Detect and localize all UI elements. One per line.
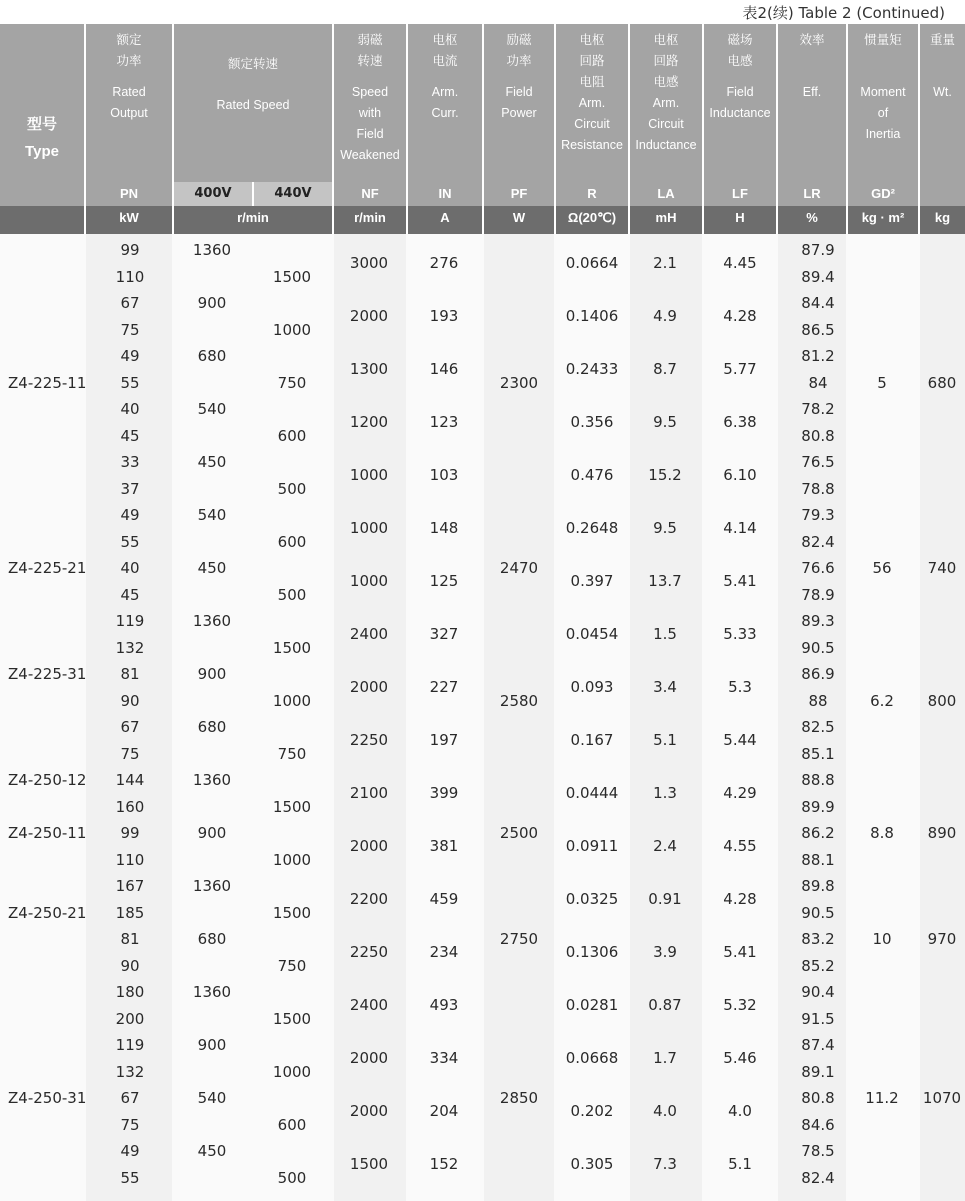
cell-lf: 6.38 bbox=[723, 413, 757, 432]
cell-eff: 88.1 bbox=[801, 850, 835, 869]
header-eff-unit: % bbox=[778, 206, 846, 234]
cell-eff: 82.4 bbox=[801, 532, 835, 551]
cell-rs400: 450 bbox=[197, 559, 227, 577]
header-speed-fw-en: Speed with Field Weakened bbox=[340, 85, 400, 162]
header-rated-speed-unit: r/min bbox=[174, 206, 332, 234]
cell-nf: 2000 bbox=[349, 678, 389, 697]
cell-rs440: 1500 bbox=[272, 797, 312, 816]
header-field-ind-zh: 磁场 电感 bbox=[727, 33, 753, 68]
cell-r: 0.305 bbox=[570, 1155, 614, 1174]
cell-output: 49 bbox=[120, 1142, 140, 1160]
header-speed-fw-zh: 弱磁 转速 bbox=[357, 33, 383, 68]
cell-r: 0.476 bbox=[570, 466, 614, 485]
cell-in: 399 bbox=[429, 784, 459, 803]
cell-type: Z4-250-31 bbox=[8, 1089, 87, 1107]
cell-rs440: 1000 bbox=[272, 320, 312, 339]
header-field-ind-en: Field Inductance bbox=[709, 85, 771, 120]
cell-eff: 88.8 bbox=[801, 771, 835, 789]
cell-output: 45 bbox=[120, 585, 140, 604]
cell-la: 9.5 bbox=[653, 413, 677, 432]
cell-type: Z4-225-31 bbox=[8, 665, 87, 683]
cell-output: 200 bbox=[115, 1009, 145, 1028]
header-wt-en: Wt. bbox=[933, 85, 952, 99]
header-arm-ind-en: Arm. Circuit Inductance bbox=[635, 96, 697, 152]
cell-lf: 4.28 bbox=[723, 890, 757, 909]
header-arm-res-symbol: R bbox=[587, 186, 597, 201]
cell-lf: 4.29 bbox=[723, 784, 757, 803]
cell-in: 327 bbox=[429, 625, 459, 644]
cell-r: 0.0668 bbox=[565, 1049, 619, 1068]
cell-rs400: 540 bbox=[197, 400, 227, 418]
cell-eff: 90.5 bbox=[801, 903, 835, 922]
cell-output: 55 bbox=[120, 1168, 140, 1187]
header-moi-en: Moment of Inertia bbox=[860, 85, 906, 141]
cell-in: 459 bbox=[429, 890, 459, 909]
cell-in: 204 bbox=[429, 1102, 459, 1121]
cell-eff: 86.9 bbox=[801, 665, 835, 683]
cell-eff: 84.6 bbox=[801, 1115, 835, 1134]
cell-lf: 4.45 bbox=[723, 254, 757, 273]
cell-lf: 4.28 bbox=[723, 307, 757, 326]
cell-output: 132 bbox=[115, 1062, 145, 1081]
cell-output: 180 bbox=[115, 983, 145, 1001]
cell-rs400: 1360 bbox=[192, 241, 232, 259]
cell-output: 55 bbox=[120, 532, 140, 551]
cell-in: 123 bbox=[429, 413, 459, 432]
cell-output: 33 bbox=[120, 453, 140, 471]
cell-output: 167 bbox=[115, 877, 145, 895]
cell-rs440: 750 bbox=[277, 373, 307, 392]
cell-rs440: 600 bbox=[277, 532, 307, 551]
cell-type: Z4-225-11 bbox=[8, 373, 87, 392]
table-body bbox=[0, 234, 965, 1201]
table-header bbox=[0, 24, 965, 234]
cell-la: 3.4 bbox=[653, 678, 677, 697]
cell-r: 0.2433 bbox=[565, 360, 619, 379]
cell-eff: 90.4 bbox=[801, 983, 835, 1001]
cell-rs440: 1500 bbox=[272, 638, 312, 657]
header-field-power bbox=[484, 24, 554, 206]
header-arm-curr bbox=[408, 24, 482, 206]
header-moi bbox=[848, 24, 918, 206]
header-wt-unit: kg bbox=[920, 206, 965, 234]
cell-output: 90 bbox=[120, 956, 140, 975]
cell-r: 0.0454 bbox=[565, 625, 619, 644]
header-rated-output-zh: 额定 功率 bbox=[116, 33, 142, 68]
cell-lf: 5.44 bbox=[723, 731, 757, 750]
cell-in: 227 bbox=[429, 678, 459, 697]
cell-rs400: 540 bbox=[197, 1089, 227, 1107]
cell-eff: 76.5 bbox=[801, 453, 835, 471]
header-rated-output bbox=[86, 24, 172, 206]
cell-output: 49 bbox=[120, 506, 140, 524]
cell-gd2: 56 bbox=[872, 559, 892, 577]
cell-output: 99 bbox=[120, 824, 140, 842]
cell-in: 103 bbox=[429, 466, 459, 485]
cell-output: 81 bbox=[120, 930, 140, 948]
header-moi-unit: kg · m² bbox=[848, 206, 918, 234]
header-field-power-unit: W bbox=[484, 206, 554, 234]
cell-wt: 680 bbox=[927, 373, 957, 392]
cell-output: 144 bbox=[115, 771, 145, 789]
cell-nf: 3000 bbox=[349, 254, 389, 273]
cell-wt: 800 bbox=[927, 691, 957, 710]
cell-rs440: 500 bbox=[277, 585, 307, 604]
header-eff-en: Eff. bbox=[802, 85, 822, 99]
header-field-ind-unit: H bbox=[704, 206, 776, 234]
cell-lf: 5.41 bbox=[723, 572, 757, 591]
cell-eff: 80.8 bbox=[801, 1089, 835, 1107]
cell-pf: 2850 bbox=[499, 1089, 539, 1107]
cell-output: 45 bbox=[120, 426, 140, 445]
cell-la: 3.9 bbox=[653, 943, 677, 962]
cell-la: 2.4 bbox=[653, 837, 677, 856]
header-arm-res-en: Arm. Circuit Resistance bbox=[561, 96, 623, 152]
cell-eff: 86.2 bbox=[801, 824, 835, 842]
header-rated-speed-en: Rated Speed bbox=[216, 98, 290, 112]
cell-la: 2.1 bbox=[653, 254, 677, 273]
cell-r: 0.202 bbox=[570, 1102, 614, 1121]
cell-rs400: 1360 bbox=[192, 983, 232, 1001]
header-moi-symbol: GD² bbox=[871, 186, 895, 201]
cell-la: 0.91 bbox=[648, 890, 682, 909]
cell-wt: 970 bbox=[927, 930, 957, 948]
cell-gd2: 6.2 bbox=[870, 691, 894, 710]
cell-in: 148 bbox=[429, 519, 459, 538]
cell-nf: 2100 bbox=[349, 784, 389, 803]
cell-lf: 5.3 bbox=[728, 678, 752, 697]
cell-eff: 78.8 bbox=[801, 479, 835, 498]
cell-la: 7.3 bbox=[653, 1155, 677, 1174]
cell-gd2: 5 bbox=[877, 373, 887, 392]
cell-in: 152 bbox=[429, 1155, 459, 1174]
header-rated-output-unit: kW bbox=[86, 206, 172, 234]
cell-r: 0.0281 bbox=[565, 996, 619, 1015]
cell-wt: 740 bbox=[927, 559, 957, 577]
cell-eff: 89.9 bbox=[801, 797, 835, 816]
cell-la: 1.3 bbox=[653, 784, 677, 803]
cell-r: 0.1306 bbox=[565, 943, 619, 962]
header-arm-res bbox=[556, 24, 628, 206]
cell-output: 37 bbox=[120, 479, 140, 498]
cell-output: 49 bbox=[120, 347, 140, 365]
header-field-ind-symbol: LF bbox=[732, 186, 748, 201]
cell-output: 67 bbox=[120, 1089, 140, 1107]
cell-eff: 89.8 bbox=[801, 877, 835, 895]
header-rated-output-en: Rated Output bbox=[110, 85, 148, 120]
cell-output: 75 bbox=[120, 320, 140, 339]
header-arm-ind-symbol: LA bbox=[657, 186, 675, 201]
cell-eff: 87.4 bbox=[801, 1036, 835, 1054]
header-field-power-zh: 励磁 功率 bbox=[506, 33, 532, 68]
cell-pf: 2470 bbox=[499, 559, 539, 577]
cell-rs400: 1360 bbox=[192, 877, 232, 895]
cell-eff: 91.5 bbox=[801, 1009, 835, 1028]
cell-type: Z4-225-21 bbox=[8, 559, 87, 577]
header-field-power-symbol: PF bbox=[510, 186, 528, 201]
cell-rs440: 1000 bbox=[272, 1062, 312, 1081]
header-moi-zh: 惯量矩 bbox=[864, 33, 902, 47]
cell-nf: 2250 bbox=[349, 943, 389, 962]
header-arm-curr-symbol: IN bbox=[438, 186, 452, 201]
cell-rs400: 450 bbox=[197, 1142, 227, 1160]
cell-la: 4.0 bbox=[653, 1102, 677, 1121]
cell-r: 0.356 bbox=[570, 413, 614, 432]
header-speed-400v: 400V bbox=[174, 182, 252, 206]
cell-lf: 6.10 bbox=[723, 466, 757, 485]
cell-eff: 76.6 bbox=[801, 559, 835, 577]
cell-nf: 2000 bbox=[349, 837, 389, 856]
cell-rs440: 1500 bbox=[272, 1009, 312, 1028]
cell-lf: 4.55 bbox=[723, 837, 757, 856]
cell-pf: 2750 bbox=[499, 930, 539, 948]
cell-output: 160 bbox=[115, 797, 145, 816]
cell-rs440: 500 bbox=[277, 479, 307, 498]
cell-in: 234 bbox=[429, 943, 459, 962]
cell-lf: 5.77 bbox=[723, 360, 757, 379]
header-arm-curr-unit: A bbox=[408, 206, 482, 234]
header-arm-res-unit: Ω(20℃) bbox=[556, 206, 628, 234]
header-eff-zh: 效率 bbox=[799, 33, 825, 47]
header-wt bbox=[920, 24, 965, 206]
cell-wt: 890 bbox=[927, 824, 957, 842]
header-wt-zh: 重量 bbox=[929, 33, 955, 47]
header-speed-fw-unit: r/min bbox=[334, 206, 406, 234]
cell-eff: 78.2 bbox=[801, 400, 835, 418]
cell-nf: 1300 bbox=[349, 360, 389, 379]
cell-pf: 2580 bbox=[499, 691, 539, 710]
cell-eff: 86.5 bbox=[801, 320, 835, 339]
cell-nf: 1000 bbox=[349, 519, 389, 538]
cell-la: 5.1 bbox=[653, 731, 677, 750]
cell-lf: 5.46 bbox=[723, 1049, 757, 1068]
cell-nf: 2000 bbox=[349, 1102, 389, 1121]
cell-rs400: 900 bbox=[197, 1036, 227, 1054]
header-arm-curr-zh: 电枢 电流 bbox=[432, 33, 458, 68]
cell-in: 146 bbox=[429, 360, 459, 379]
header-type-unit bbox=[0, 206, 84, 234]
cell-lf: 5.32 bbox=[723, 996, 757, 1015]
cell-r: 0.397 bbox=[570, 572, 614, 591]
cell-eff: 84 bbox=[808, 373, 828, 392]
cell-eff: 82.5 bbox=[801, 718, 835, 736]
cell-type: Z4-250-21 bbox=[8, 903, 87, 922]
cell-nf: 2200 bbox=[349, 890, 389, 909]
cell-la: 1.5 bbox=[653, 625, 677, 644]
cell-output: 40 bbox=[120, 559, 140, 577]
header-speed-fw-symbol: NF bbox=[361, 186, 379, 201]
cell-rs400: 900 bbox=[197, 294, 227, 312]
cell-rs440: 1500 bbox=[272, 267, 312, 286]
header-arm-ind bbox=[630, 24, 702, 206]
cell-eff: 89.4 bbox=[801, 267, 835, 286]
cell-rs440: 1000 bbox=[272, 850, 312, 869]
cell-rs400: 680 bbox=[197, 347, 227, 365]
header-type-zh: 型号 bbox=[26, 116, 57, 133]
cell-output: 110 bbox=[115, 850, 145, 869]
cell-type: Z4-250-11 bbox=[8, 824, 87, 842]
cell-eff: 85.2 bbox=[801, 956, 835, 975]
cell-in: 493 bbox=[429, 996, 459, 1015]
cell-output: 119 bbox=[115, 612, 145, 630]
cell-gd2: 8.8 bbox=[870, 824, 894, 842]
header-arm-ind-unit: mH bbox=[630, 206, 702, 234]
cell-gd2: 11.2 bbox=[865, 1089, 899, 1107]
cell-r: 0.167 bbox=[570, 731, 614, 750]
header-arm-res-zh: 电枢 回路 电阻 bbox=[579, 33, 605, 89]
table-caption: 表2(续) Table 2 (Continued) bbox=[742, 4, 945, 22]
cell-rs400: 540 bbox=[197, 506, 227, 524]
cell-output: 110 bbox=[115, 267, 145, 286]
cell-eff: 80.8 bbox=[801, 426, 835, 445]
cell-nf: 2000 bbox=[349, 1049, 389, 1068]
cell-output: 99 bbox=[120, 241, 140, 259]
cell-la: 15.2 bbox=[648, 466, 682, 485]
header-speed-440v: 440V bbox=[254, 182, 332, 206]
cell-in: 276 bbox=[429, 254, 459, 273]
cell-eff: 78.5 bbox=[801, 1142, 835, 1160]
cell-gd2: 10 bbox=[872, 930, 892, 948]
header-eff-symbol: LR bbox=[803, 186, 821, 201]
cell-lf: 5.41 bbox=[723, 943, 757, 962]
cell-r: 0.2648 bbox=[565, 519, 619, 538]
cell-rs400: 680 bbox=[197, 718, 227, 736]
header-speed-fw bbox=[334, 24, 406, 206]
cell-rs400: 1360 bbox=[192, 612, 232, 630]
cell-lf: 4.14 bbox=[723, 519, 757, 538]
cell-pf: 2500 bbox=[499, 824, 539, 842]
cell-eff: 87.9 bbox=[801, 241, 835, 259]
cell-nf: 1000 bbox=[349, 466, 389, 485]
cell-nf: 1200 bbox=[349, 413, 389, 432]
header-field-power-en: Field Power bbox=[501, 85, 537, 120]
cell-rs440: 600 bbox=[277, 426, 307, 445]
cell-rs440: 500 bbox=[277, 1168, 307, 1187]
cell-wt: 1070 bbox=[922, 1089, 962, 1107]
cell-rs400: 900 bbox=[197, 824, 227, 842]
cell-rs440: 600 bbox=[277, 1115, 307, 1134]
cell-rs400: 680 bbox=[197, 930, 227, 948]
cell-in: 197 bbox=[429, 731, 459, 750]
cell-la: 9.5 bbox=[653, 519, 677, 538]
cell-eff: 89.1 bbox=[801, 1062, 835, 1081]
cell-la: 0.87 bbox=[648, 996, 682, 1015]
cell-nf: 1500 bbox=[349, 1155, 389, 1174]
cell-in: 381 bbox=[429, 837, 459, 856]
cell-eff: 89.3 bbox=[801, 612, 835, 630]
cell-output: 90 bbox=[120, 691, 140, 710]
cell-nf: 1000 bbox=[349, 572, 389, 591]
cell-r: 0.1406 bbox=[565, 307, 619, 326]
cell-eff: 82.4 bbox=[801, 1168, 835, 1187]
cell-output: 119 bbox=[115, 1036, 145, 1054]
cell-eff: 88 bbox=[808, 691, 828, 710]
header-type bbox=[0, 24, 84, 206]
cell-eff: 90.5 bbox=[801, 638, 835, 657]
cell-type: Z4-250-12 bbox=[8, 771, 87, 789]
cell-eff: 81.2 bbox=[801, 347, 835, 365]
cell-nf: 2400 bbox=[349, 996, 389, 1015]
cell-rs440: 750 bbox=[277, 956, 307, 975]
cell-eff: 83.2 bbox=[801, 930, 835, 948]
cell-nf: 2250 bbox=[349, 731, 389, 750]
header-rated-speed-zh: 额定转速 bbox=[227, 57, 278, 71]
cell-rs400: 900 bbox=[197, 665, 227, 683]
header-arm-curr-en: Arm. Curr. bbox=[431, 85, 459, 120]
cell-la: 13.7 bbox=[648, 572, 682, 591]
cell-output: 132 bbox=[115, 638, 145, 657]
cell-output: 40 bbox=[120, 400, 140, 418]
cell-nf: 2000 bbox=[349, 307, 389, 326]
cell-r: 0.0444 bbox=[565, 784, 619, 803]
cell-output: 185 bbox=[115, 903, 145, 922]
header-eff bbox=[778, 24, 846, 206]
cell-pf: 2300 bbox=[499, 373, 539, 392]
cell-rs400: 450 bbox=[197, 453, 227, 471]
cell-lf: 5.33 bbox=[723, 625, 757, 644]
cell-in: 125 bbox=[429, 572, 459, 591]
cell-la: 1.7 bbox=[653, 1049, 677, 1068]
cell-output: 67 bbox=[120, 718, 140, 736]
cell-rs440: 750 bbox=[277, 744, 307, 763]
header-type-en: Type bbox=[25, 143, 59, 160]
cell-in: 334 bbox=[429, 1049, 459, 1068]
cell-eff: 78.9 bbox=[801, 585, 835, 604]
cell-la: 4.9 bbox=[653, 307, 677, 326]
cell-lf: 5.1 bbox=[728, 1155, 752, 1174]
header-rated-output-symbol: PN bbox=[119, 186, 139, 201]
cell-r: 0.093 bbox=[570, 678, 614, 697]
cell-eff: 79.3 bbox=[801, 506, 835, 524]
cell-la: 8.7 bbox=[653, 360, 677, 379]
cell-rs440: 1500 bbox=[272, 903, 312, 922]
cell-r: 0.0911 bbox=[565, 837, 619, 856]
cell-lf: 4.0 bbox=[728, 1102, 752, 1121]
header-field-ind bbox=[704, 24, 776, 206]
cell-eff: 85.1 bbox=[801, 744, 835, 763]
cell-eff: 84.4 bbox=[801, 294, 835, 312]
cell-rs440: 1000 bbox=[272, 691, 312, 710]
cell-output: 81 bbox=[120, 665, 140, 683]
cell-output: 55 bbox=[120, 373, 140, 392]
cell-in: 193 bbox=[429, 307, 459, 326]
cell-output: 67 bbox=[120, 294, 140, 312]
header-arm-ind-zh: 电枢 回路 电感 bbox=[653, 33, 679, 89]
cell-rs400: 1360 bbox=[192, 771, 232, 789]
cell-nf: 2400 bbox=[349, 625, 389, 644]
cell-output: 75 bbox=[120, 744, 140, 763]
cell-output: 75 bbox=[120, 1115, 140, 1134]
cell-r: 0.0664 bbox=[565, 254, 619, 273]
cell-r: 0.0325 bbox=[565, 890, 619, 909]
header-rated-speed bbox=[174, 24, 332, 182]
